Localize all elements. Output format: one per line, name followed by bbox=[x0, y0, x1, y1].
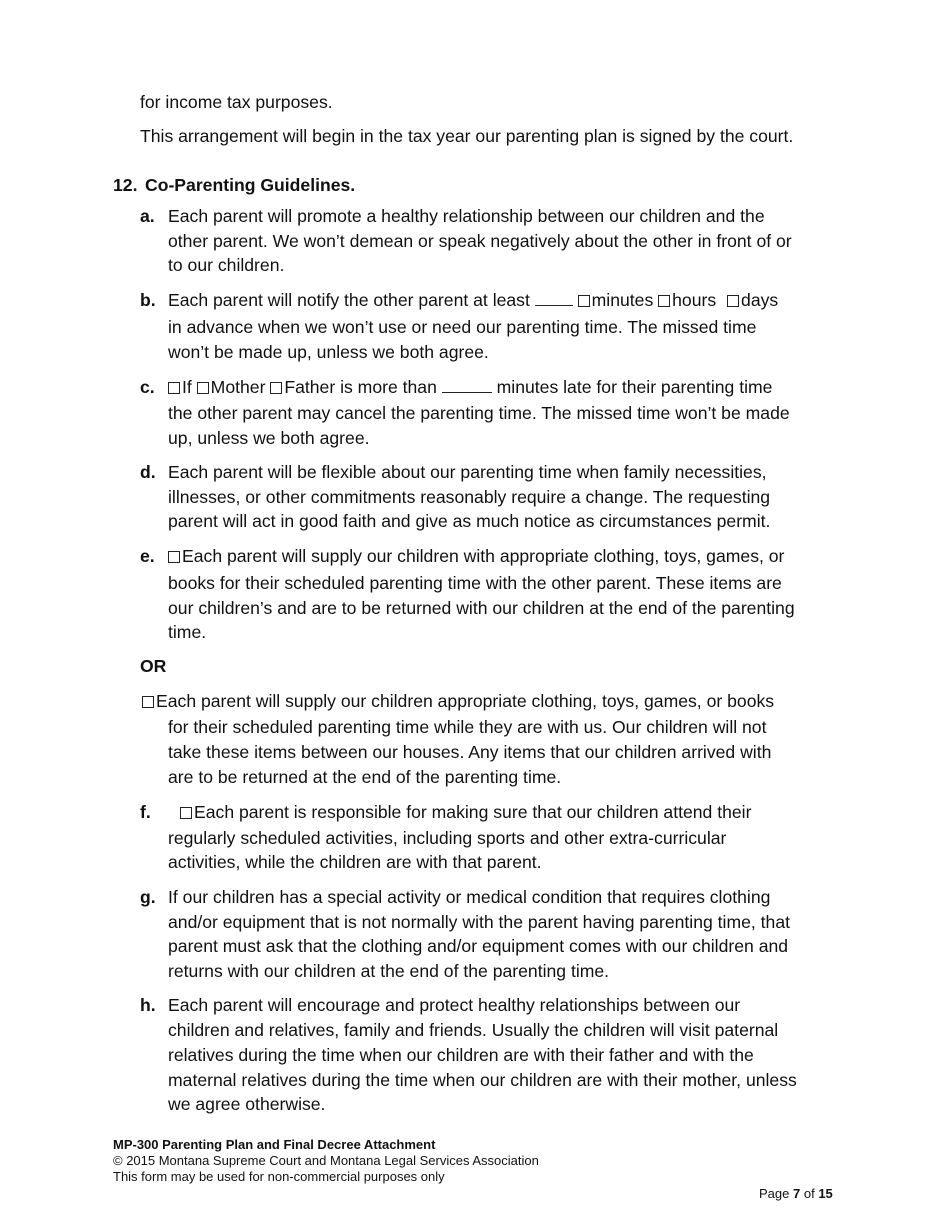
option-e-checkbox[interactable] bbox=[168, 551, 180, 563]
intro-line-1: for income tax purposes. bbox=[140, 92, 333, 112]
footer-form-title: MP-300 Parenting Plan and Final Decree Attachment bbox=[113, 1137, 436, 1152]
if-checkbox[interactable] bbox=[168, 382, 180, 394]
item-h-line-1: Each parent will encourage and protect healthy relationships between our bbox=[168, 995, 741, 1015]
days-option-label: days bbox=[741, 290, 779, 310]
footer-usage: This form may be used for non-commercial purposes only bbox=[113, 1169, 445, 1184]
father-checkbox[interactable] bbox=[270, 382, 282, 394]
if-label: If bbox=[182, 377, 192, 397]
item-h-label: h. bbox=[140, 995, 156, 1015]
page-total: 15 bbox=[818, 1186, 833, 1201]
item-d-line-3: parent will act in good faith and give as much notice as circumstances permit. bbox=[168, 511, 771, 531]
item-e-line-1 bbox=[168, 544, 784, 569]
late-minutes-blank[interactable] bbox=[442, 378, 492, 393]
item-g-line-1: If our children has a special activity or medical condition that requires clothing bbox=[168, 887, 771, 907]
notify-amount-blank[interactable] bbox=[535, 291, 573, 306]
item-e-alt-line-1 bbox=[142, 689, 774, 714]
hours-option-label: hours bbox=[672, 290, 717, 310]
minutes-option-label: minutes bbox=[591, 290, 654, 310]
item-b-text: Each parent will notify the other parent at least bbox=[168, 290, 530, 310]
option-f-checkbox[interactable] bbox=[180, 807, 192, 819]
item-c-line-3: up, unless we both agree. bbox=[168, 428, 370, 448]
item-h-line-2: children and relatives, family and friends. Usually the children will visit paternal bbox=[168, 1020, 779, 1040]
item-h-line-4: maternal relatives during the time when our children are with their mother, unless bbox=[168, 1070, 797, 1090]
item-g-line-3: parent must ask that the clothing and/or equipment comes with our children and bbox=[168, 936, 789, 956]
minutes-checkbox[interactable] bbox=[578, 295, 590, 307]
item-c-line-2: the other parent may cancel the parenting time. The missed time won’t be made bbox=[168, 403, 790, 423]
item-a-label: a. bbox=[140, 206, 155, 226]
page-current: 7 bbox=[793, 1186, 801, 1201]
item-g-line-2: and/or equipment that is not normally with the parent having parenting time, that bbox=[168, 912, 791, 932]
item-e-alt-text: Each parent will supply our children appropriate clothing, toys, games, or books bbox=[156, 691, 775, 711]
item-g-label: g. bbox=[140, 887, 156, 907]
section-number: 12. bbox=[113, 175, 138, 195]
item-e-text: Each parent will supply our children with appropriate clothing, toys, games, or bbox=[182, 546, 785, 566]
item-h-line-5: we agree otherwise. bbox=[168, 1094, 326, 1114]
item-b-line-2: in advance when we won’t use or need our parenting time. The missed time bbox=[168, 317, 757, 337]
option-e-alt-checkbox[interactable] bbox=[142, 696, 154, 708]
item-e-line-4: time. bbox=[168, 622, 207, 642]
item-c-text: minutes late for their parenting time bbox=[496, 377, 773, 397]
footer-copyright: © 2015 Montana Supreme Court and Montana Legal Services Association bbox=[113, 1153, 539, 1168]
item-d-line-2: illnesses, or other commitments reasonably require a change. The requesting bbox=[168, 487, 771, 507]
item-f-line-3: activities, while the children are with that parent. bbox=[168, 852, 542, 872]
mother-checkbox[interactable] bbox=[197, 382, 209, 394]
item-f-text: Each parent is responsible for making sure that our children attend their bbox=[194, 802, 752, 822]
item-e-line-3: our children’s and are to be returned with our children at the end of the parenting bbox=[168, 598, 795, 618]
item-g-line-4: returns with our children at the end of the parenting time. bbox=[168, 961, 610, 981]
item-b-line-1 bbox=[168, 288, 778, 313]
section-title: Co-Parenting Guidelines. bbox=[145, 175, 356, 195]
item-f-line-2: regularly scheduled activities, including sports and other extra-curricular bbox=[168, 828, 727, 848]
item-f-label: f. bbox=[140, 802, 151, 822]
item-e-label: e. bbox=[140, 546, 155, 566]
mother-label: Mother bbox=[210, 377, 266, 397]
item-e-alt-line-4: are to be returned at the end of the parenting time. bbox=[168, 767, 562, 787]
or-label: OR bbox=[140, 656, 167, 676]
item-c-line-1 bbox=[168, 375, 772, 400]
father-label: Father is more than bbox=[284, 377, 437, 397]
item-a-line-1: Each parent will promote a healthy relationship between our children and the bbox=[168, 206, 765, 226]
page-word: Page bbox=[759, 1186, 790, 1201]
item-b-line-3: won’t be made up, unless we both agree. bbox=[168, 342, 489, 362]
item-h-line-3: relatives during the time when our children are with their father and with the bbox=[168, 1045, 754, 1065]
hours-checkbox[interactable] bbox=[658, 295, 670, 307]
item-d-line-1: Each parent will be flexible about our parenting time when family necessities, bbox=[168, 462, 767, 482]
item-e-alt-line-2: for their scheduled parenting time while they are with us. Our children will not bbox=[168, 717, 767, 737]
item-a-line-2: other parent. We won’t demean or speak negatively about the other in front of or bbox=[168, 231, 792, 251]
item-e-line-2: books for their scheduled parenting time with the other parent. These items are bbox=[168, 573, 782, 593]
page-number bbox=[759, 1186, 833, 1202]
item-a-line-3: to our children. bbox=[168, 255, 285, 275]
days-checkbox[interactable] bbox=[727, 295, 739, 307]
page-of: of bbox=[803, 1186, 815, 1201]
item-c-label: c. bbox=[140, 377, 155, 397]
item-f-line-1 bbox=[180, 800, 751, 825]
item-b-label: b. bbox=[140, 290, 156, 310]
intro-line-2: This arrangement will begin in the tax year our parenting plan is signed by the court. bbox=[140, 126, 794, 146]
item-e-alt-line-3: take these items between our houses. Any items that our children arrived with bbox=[168, 742, 772, 762]
item-d-label: d. bbox=[140, 462, 156, 482]
